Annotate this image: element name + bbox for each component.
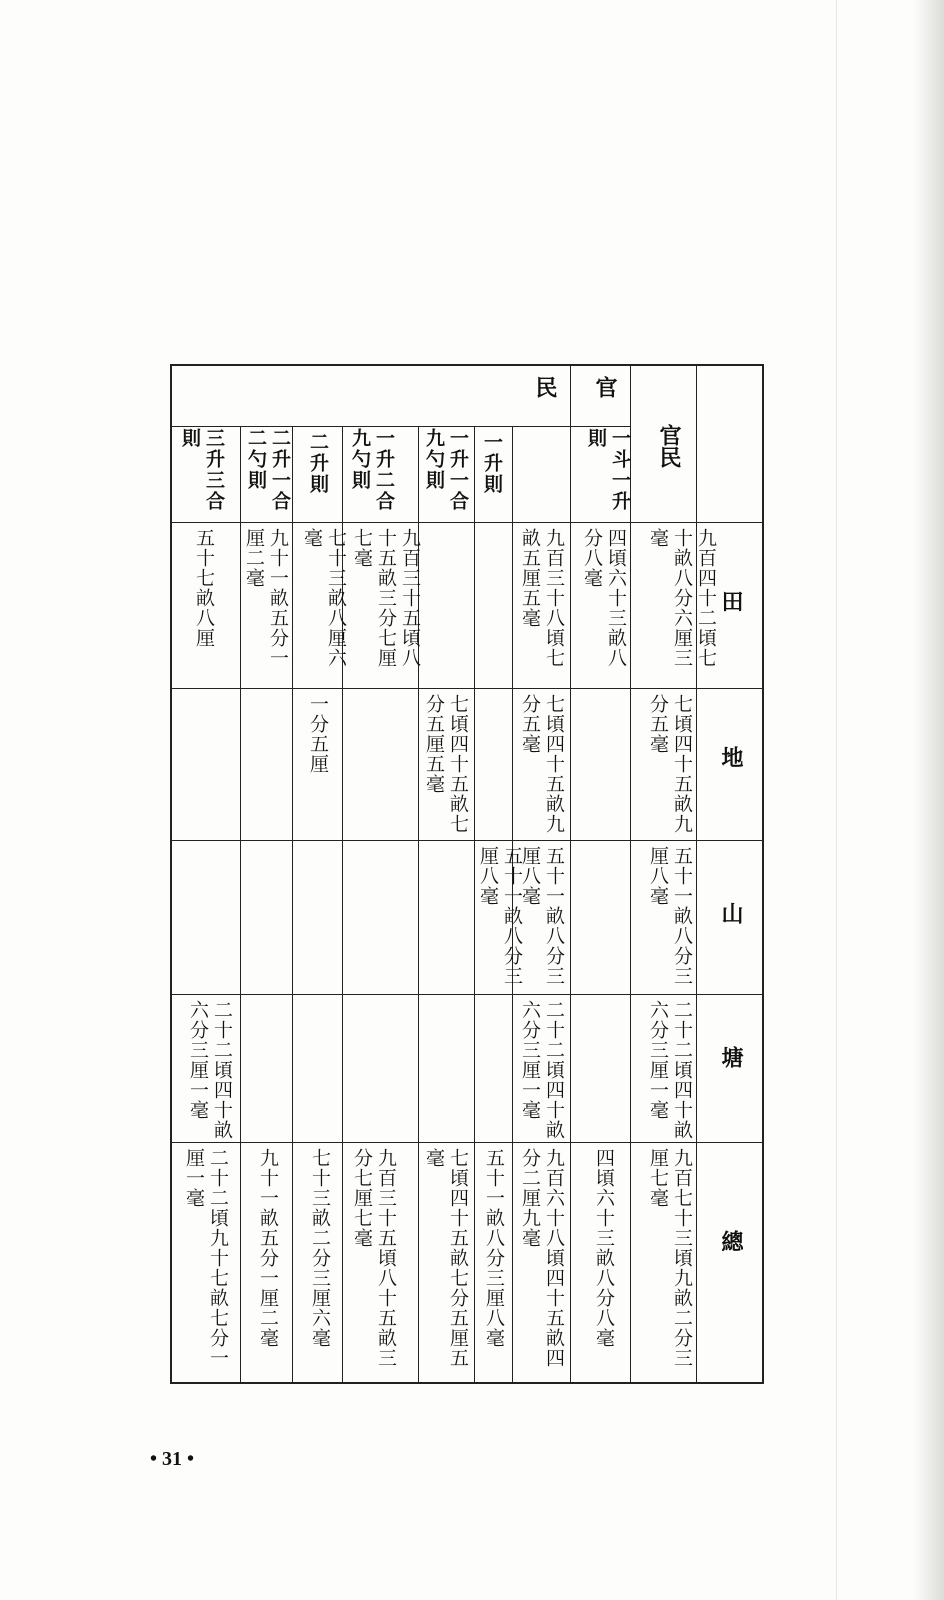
cell-tian-min: 九百三十八頃七畝五厘五毫 xyxy=(519,528,565,668)
cell-tian-2-1-2: 九十一畝五分一厘二毫 xyxy=(243,528,289,668)
cell-di-guanmin: 七頃四十五畝九分五毫 xyxy=(647,694,693,834)
cell-zong-2-1-2: 九十一畝五分一厘二毫 xyxy=(257,1148,279,1348)
subheader-1-2-9: 一升二合九勺則 xyxy=(349,428,395,512)
section-di: 地 xyxy=(718,746,744,768)
cell-di-2: 一分五厘 xyxy=(307,694,329,774)
cell-tian-1-2-9: 九百三十五頃八十五畝三分七厘七毫 xyxy=(351,528,421,668)
land-tax-table xyxy=(170,364,764,1384)
row-divider xyxy=(172,688,764,689)
header-guanmin: 官民 xyxy=(656,424,682,468)
subheader-3-3: 三升三合則 xyxy=(179,428,225,512)
subheader-2-1-2: 二升一合二勺則 xyxy=(245,428,291,512)
cell-zong-1-1-9: 七頃四十五畝七分五厘五毫 xyxy=(423,1148,469,1368)
cell-tang-3-3: 二十二頃四十畝六分三厘一毫 xyxy=(187,1000,233,1140)
cell-tang-min: 二十二頃四十畝六分三厘一毫 xyxy=(519,1000,565,1140)
page-number: • 31 • xyxy=(150,1448,195,1470)
cell-zong-min: 九百六十八頃四十五畝四分二厘九毫 xyxy=(519,1148,565,1368)
cell-shan-min: 五十一畝八分三厘八毫 xyxy=(519,846,565,986)
col-divider xyxy=(240,426,241,1382)
cell-tian-guan: 四頃六十三畝八分八毫 xyxy=(581,528,627,668)
col-divider xyxy=(292,426,293,1382)
cell-zong-1: 五十一畝八分三厘八毫 xyxy=(483,1148,505,1348)
col-divider xyxy=(696,366,697,1382)
page-crease xyxy=(836,0,837,1600)
row-divider xyxy=(172,840,764,841)
cell-zong-1-2-9: 九百三十五頃八十五畝三分七厘七毫 xyxy=(351,1148,397,1368)
cell-shan-guanmin: 五十一畝八分三厘八毫 xyxy=(647,846,693,986)
subheader-ersheng: 二升則 xyxy=(307,432,329,495)
header-guan: 官 xyxy=(592,376,618,398)
page-edge xyxy=(914,0,944,1600)
cell-zong-3-3: 二十二頃九十七畝七分一厘一毫 xyxy=(183,1148,229,1368)
subheader-yidou-yisheng: 一斗一升則 xyxy=(585,428,631,512)
row-divider xyxy=(172,994,764,995)
header-min: 民 xyxy=(532,376,558,398)
cell-di-1-1-9: 七頃四十五畝七分五厘五毫 xyxy=(423,694,469,834)
row-divider xyxy=(172,1142,764,1143)
cell-tang-guanmin: 二十二頃四十畝六分三厘一毫 xyxy=(647,1000,693,1140)
col-divider xyxy=(570,366,571,1382)
row-divider xyxy=(172,522,764,523)
section-tang: 塘 xyxy=(718,1046,744,1068)
cell-tian-2: 七十三畝八厘六毫 xyxy=(301,528,347,668)
row-divider xyxy=(172,426,630,427)
cell-shan-1: 五十一畝八分三厘八毫 xyxy=(477,846,523,986)
col-divider xyxy=(474,426,475,1382)
cell-tian-3-3: 五十七畝八厘 xyxy=(193,528,215,648)
cell-zong-2: 七十三畝二分三厘六毫 xyxy=(309,1148,331,1348)
cell-zong-guan: 四頃六十三畝八分八毫 xyxy=(593,1148,615,1348)
section-shan: 山 xyxy=(718,902,744,924)
section-zong: 總 xyxy=(718,1230,744,1252)
cell-zong-guanmin: 九百七十三頃九畝二分三厘七毫 xyxy=(647,1148,693,1368)
cell-tian-guanmin: 九百四十二頃七十畝八分六厘三毫 xyxy=(647,528,717,668)
section-tian: 田 xyxy=(718,590,744,612)
subheader-1-1-9: 一升一合九勺則 xyxy=(423,428,469,512)
cell-di-min: 七頃四十五畝九分五毫 xyxy=(519,694,565,834)
subheader-yisheng: 一升則 xyxy=(481,432,503,495)
